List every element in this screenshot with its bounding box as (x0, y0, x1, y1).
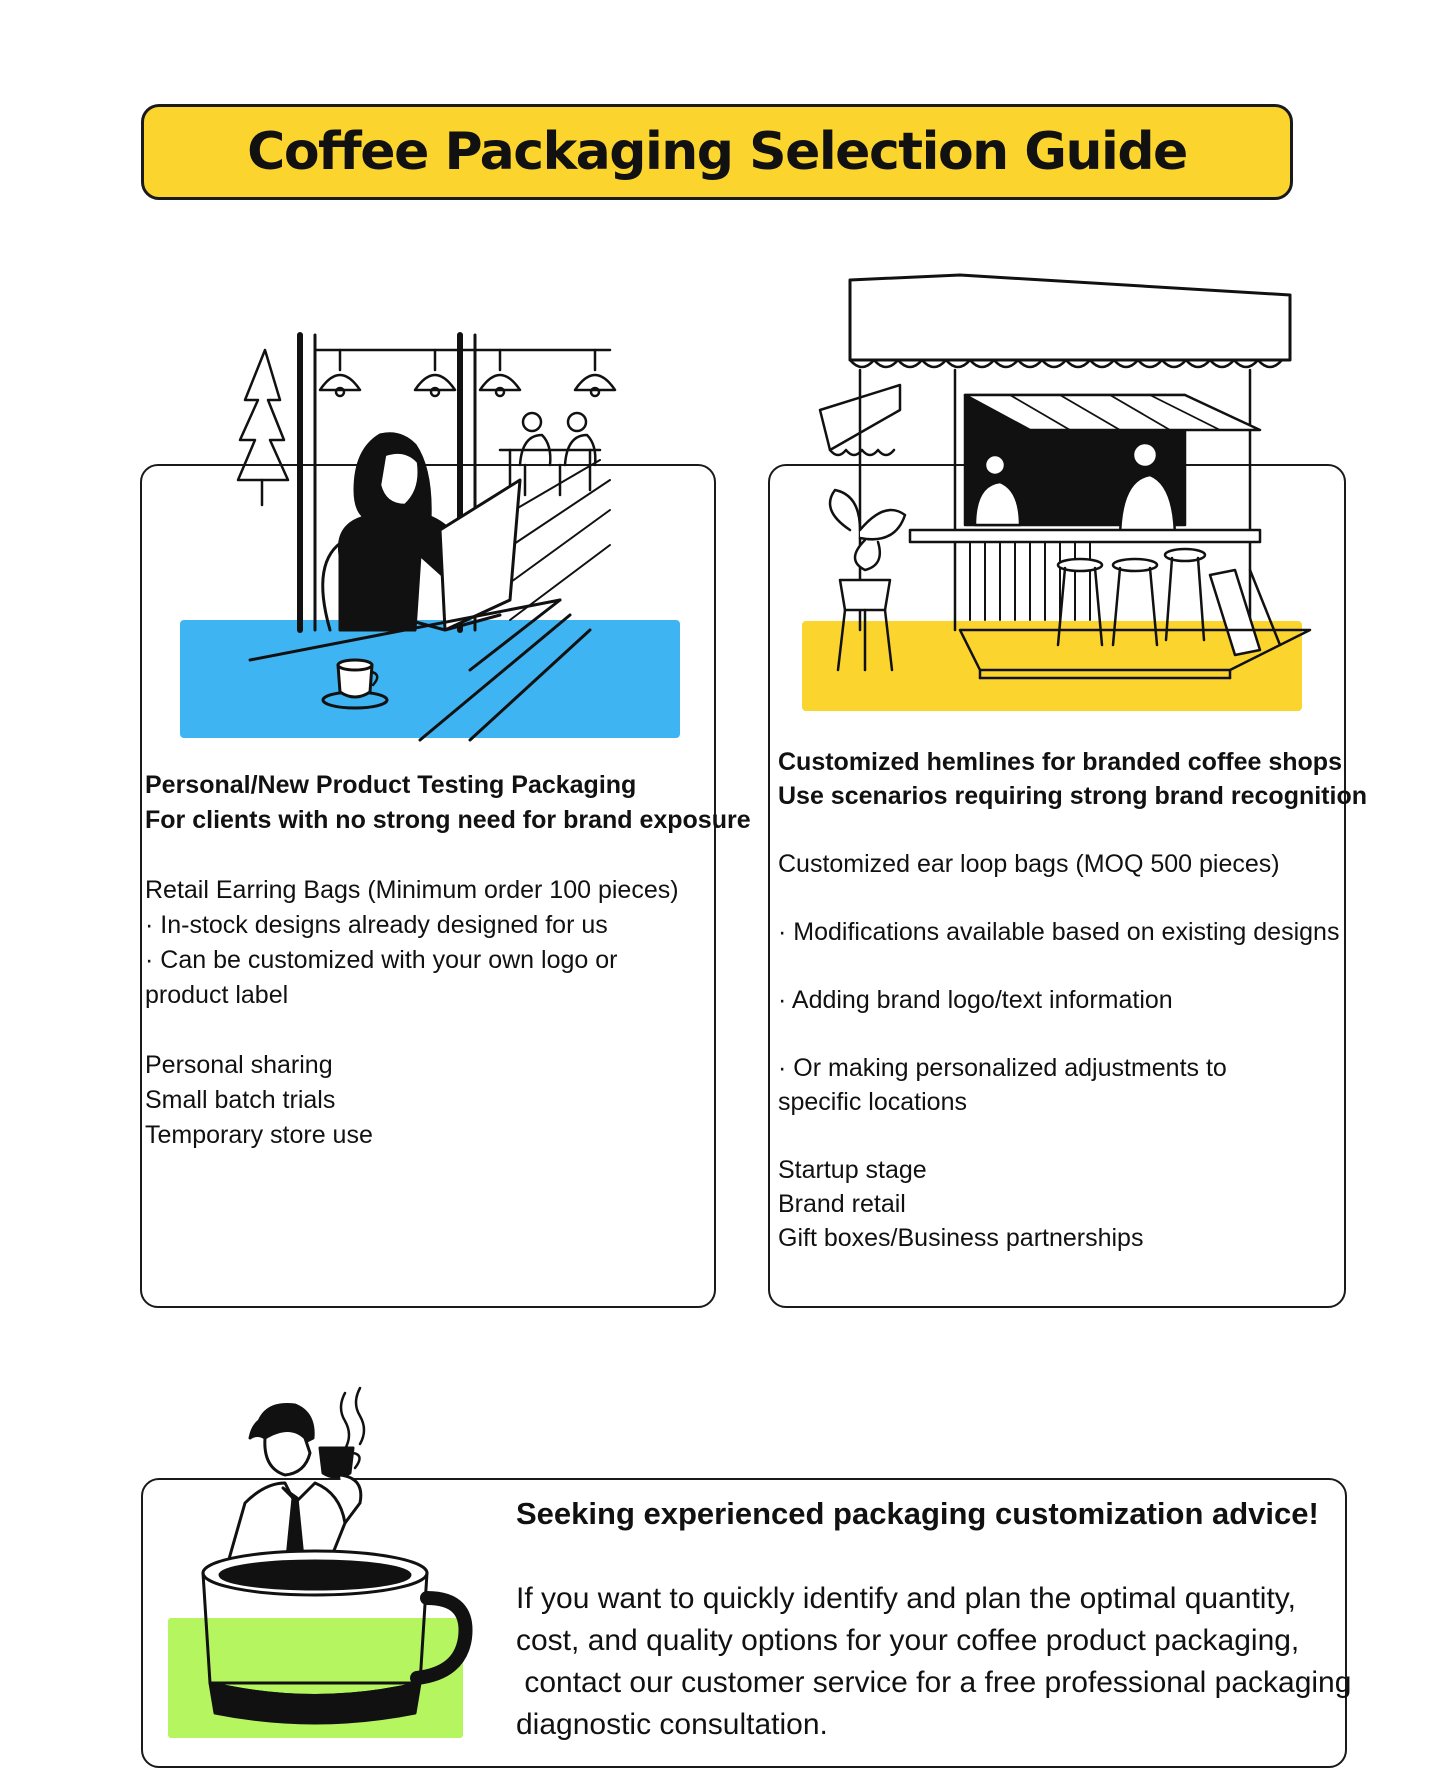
right-feature-4: specific locations (778, 1088, 967, 1116)
right-scenario-1: Startup stage (778, 1156, 927, 1184)
title-banner (141, 104, 1293, 200)
right-product: Customized ear loop bags (MOQ 500 pieces) (778, 850, 1280, 878)
left-heading-1: Personal/New Product Testing Packaging (145, 771, 637, 799)
left-scenario-3: Temporary store use (145, 1121, 373, 1149)
consultation-body (516, 1578, 1351, 1746)
personal-packaging-text (145, 768, 751, 1153)
right-heading-2: Use scenarios requiring strong brand recognition (778, 782, 1367, 810)
woman-laptop-cafe-illustration (170, 330, 690, 750)
left-heading-2: For clients with no strong need for brand exposure (145, 806, 751, 834)
right-scenario-2: Brand retail (778, 1190, 906, 1218)
left-accent-block (180, 620, 680, 738)
man-in-coffee-cup-illustration (165, 1383, 485, 1748)
right-feature-1: · Modifications available based on existing designs (778, 918, 1340, 946)
consultation-line-4: diagnostic consultation. (516, 1708, 828, 1741)
right-feature-2: · Adding brand logo/text information (778, 986, 1173, 1014)
left-product: Retail Earring Bags (Minimum order 100 pieces) (145, 876, 679, 904)
right-scenario-3: Gift boxes/Business partnerships (778, 1224, 1144, 1252)
left-feature-3: product label (145, 981, 289, 1009)
left-scenario-1: Personal sharing (145, 1051, 333, 1079)
left-feature-2: · Can be customized with your own logo or (145, 946, 618, 974)
consultation-line-3: contact our customer service for a free professional packaging (516, 1666, 1352, 1699)
right-feature-3: · Or making personalized adjustments to (778, 1054, 1227, 1082)
brand-packaging-text (778, 745, 1367, 1255)
consultation-line-1: If you want to quickly identify and plan the optimal quantity, (516, 1582, 1296, 1615)
consultation-text (516, 1494, 1351, 1746)
consultation-line-2: cost, and quality options for your coffee product packaging, (516, 1624, 1300, 1657)
left-scenario-2: Small batch trials (145, 1086, 336, 1114)
left-feature-1: · In-stock designs already designed for us (145, 911, 608, 939)
right-accent-block (802, 621, 1302, 711)
coffee-kiosk-illustration (790, 270, 1320, 740)
consultation-heading: Seeking experienced packaging customization advice! (516, 1496, 1319, 1531)
right-heading-1: Customized hemlines for branded coffee shops (778, 748, 1342, 776)
page-title: Coffee Packaging Selection Guide (247, 122, 1187, 182)
